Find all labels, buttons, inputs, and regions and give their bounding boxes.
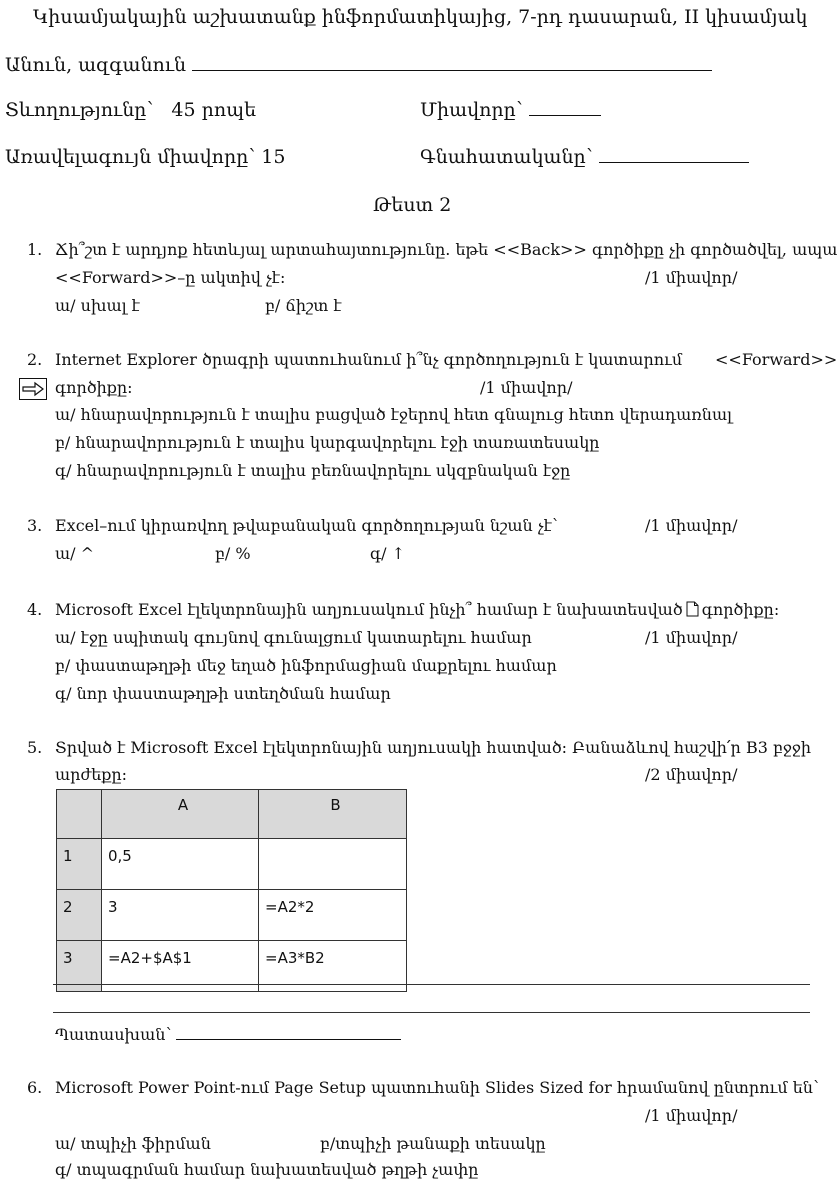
answer-blank bbox=[176, 1024, 401, 1040]
q2-text-line1-end: <<Forward>> bbox=[715, 350, 837, 369]
sheet-row bbox=[57, 890, 407, 941]
q1-number: 1. bbox=[27, 240, 43, 259]
grade-blank bbox=[599, 147, 749, 163]
cell-a2: 3 bbox=[102, 890, 259, 941]
q4-text-start: Microsoft Excel էլեկտրոնային աղյուսակում ինչի՞ համար է նախատեսված bbox=[55, 600, 683, 619]
q5-points: /2 միավոր/ bbox=[645, 765, 738, 784]
q1-text-line2: <<Forward>>–ը ակտիվ չէ: bbox=[55, 268, 286, 287]
cell-b1 bbox=[259, 839, 407, 890]
q6-option-b: բ/տպիչի թանաքի տեսակը bbox=[320, 1134, 546, 1153]
q4-points: /1 միավոր/ bbox=[645, 628, 738, 647]
cell-a1: 0,5 bbox=[102, 839, 259, 890]
test-title: Թեստ 2 bbox=[373, 194, 452, 216]
q3-option-b: բ/ % bbox=[215, 544, 251, 563]
name-blank bbox=[192, 55, 712, 71]
q6-points: /1 միավոր/ bbox=[645, 1106, 738, 1125]
points-field bbox=[420, 98, 601, 122]
q4-option-c: գ/ նոր փաստաթղթի ստեղծման համար bbox=[55, 684, 391, 703]
sheet-header-row bbox=[57, 790, 407, 839]
grade-label: Գնահատականը՝ bbox=[420, 146, 593, 168]
q6-option-c: գ/ տպագրման համար նախատեսված թղթի չափը bbox=[55, 1160, 479, 1179]
points-blank bbox=[529, 100, 601, 116]
answer-line-1 bbox=[53, 984, 810, 985]
q1-option-a: ա/ սխալ է bbox=[55, 296, 140, 315]
answer-label: Պատասխան՝ bbox=[55, 1025, 172, 1044]
q2-text-line1: Internet Explorer ծրագրի պատուհանում ի՞նչ գործողություն է կատարում bbox=[55, 350, 683, 369]
q4-number: 4. bbox=[27, 600, 43, 619]
q3-points: /1 միավոր/ bbox=[645, 516, 738, 535]
duration-value: 45 րոպե bbox=[171, 99, 257, 121]
q3-option-c: գ/ ↑ bbox=[370, 544, 406, 563]
max-points-label: Առավելագույն միավորը՝ bbox=[5, 146, 256, 168]
column-header-b: B bbox=[259, 790, 407, 839]
q3-option-a: ա/ ^ bbox=[55, 544, 95, 563]
points-label: Միավորը՝ bbox=[420, 99, 523, 121]
spreadsheet-fragment bbox=[56, 789, 407, 992]
cell-b3: =A3*B2 bbox=[259, 941, 407, 992]
name-field bbox=[5, 53, 712, 77]
q4-option-a: ա/ էջը սպիտակ գույնով գունալցում կատարելու համար bbox=[55, 628, 532, 647]
q3-text: Excel–ում կիրառվող թվաբանական գործողության նշան չէ՝ bbox=[55, 516, 558, 535]
sheet-corner bbox=[57, 790, 102, 839]
q5-answer bbox=[55, 1024, 401, 1045]
cell-b2: =A2*2 bbox=[259, 890, 407, 941]
name-label: Անուն, ազգանուն bbox=[5, 54, 187, 76]
row-header: 2 bbox=[57, 890, 102, 941]
grade-field bbox=[420, 145, 749, 169]
q6-number: 6. bbox=[27, 1078, 43, 1097]
forward-arrow-icon bbox=[19, 378, 47, 400]
q5-text-line1: Տրված է Microsoft Excel էլեկտրոնային աղյուսակի հատված: Բանաձևով հաշվի՛ր B3 բջջի bbox=[55, 738, 811, 757]
answer-line-2 bbox=[53, 1012, 810, 1013]
q1-text-line1: Ճի՞շտ է արդյոք հետևյալ արտահայտությունը. եթե <<Back>> գործիքը չի գործածվել, ապա bbox=[55, 240, 837, 259]
q6-option-a: ա/ տպիչի ֆիրման bbox=[55, 1134, 211, 1153]
cell-a3: =A2+$A$1 bbox=[102, 941, 259, 992]
row-header: 1 bbox=[57, 839, 102, 890]
max-points bbox=[5, 145, 285, 169]
column-header-a: A bbox=[102, 790, 259, 839]
max-points-value: 15 bbox=[261, 146, 286, 168]
q2-number: 2. bbox=[27, 350, 43, 369]
q2-option-b: բ/ հնարավորություն է տալիս կարգավորելու էջի տառատեսակը bbox=[55, 433, 600, 452]
duration bbox=[5, 98, 256, 122]
q5-text-line2: արժեքը: bbox=[55, 765, 127, 784]
sheet-row bbox=[57, 839, 407, 890]
q1-points: /1 միավոր/ bbox=[645, 268, 738, 287]
q2-points: /1 միավոր/ bbox=[480, 378, 573, 397]
q4-text-end: գործիքը: bbox=[701, 600, 780, 619]
worksheet-title: Կիսամյակային աշխատանք ինֆորմատիկայից, 7-րդ դասարան, II կիսամյակ bbox=[33, 6, 808, 28]
new-document-icon bbox=[686, 601, 699, 617]
q2-text-line2: գործիքը: bbox=[55, 378, 133, 397]
q1-option-b: բ/ ճիշտ է bbox=[265, 296, 342, 315]
q6-text: Microsoft Power Point-ում Page Setup պատուհանի Slides Sized for հրամանով ընտրում են՝ bbox=[55, 1078, 819, 1097]
q2-option-a: ա/ հնարավորություն է տալիս բացված էջերով հետ գնալուց հետո վերադառնալ bbox=[55, 405, 733, 424]
row-header: 3 bbox=[57, 941, 102, 992]
q4-option-b: բ/ փաստաթղթի մեջ եղած ինֆորմացիան մաքրելու համար bbox=[55, 656, 557, 675]
q3-number: 3. bbox=[27, 516, 43, 535]
q4-text-line1 bbox=[55, 600, 779, 620]
q5-number: 5. bbox=[27, 738, 43, 757]
duration-label: Տևողությունը՝ bbox=[5, 99, 154, 121]
q2-option-c: գ/ հնարավորություն է տալիս բեռնավորելու սկզբնական էջը bbox=[55, 461, 571, 480]
